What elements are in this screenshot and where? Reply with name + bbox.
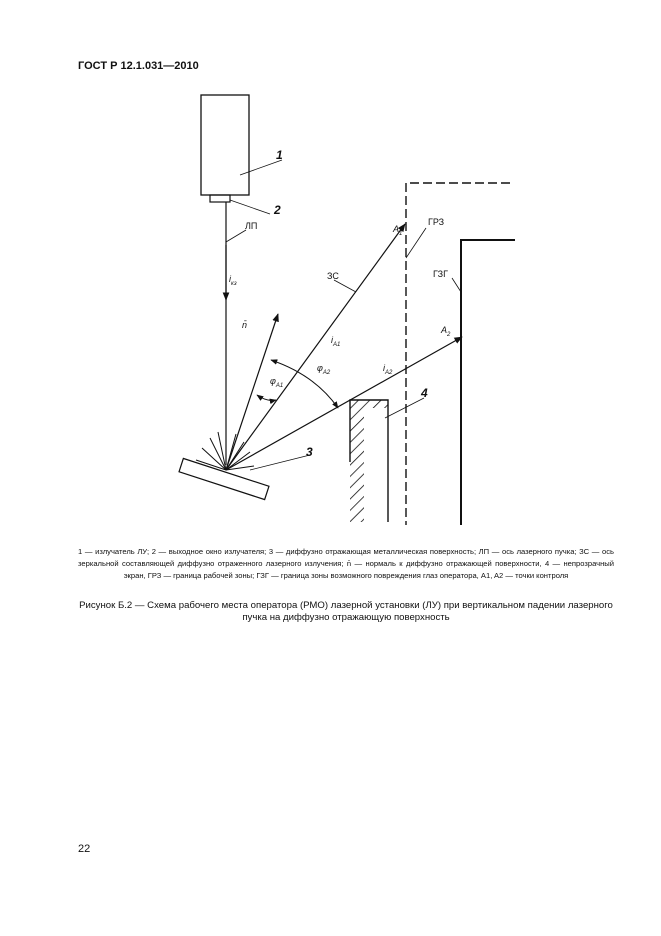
document-header: ГОСТ Р 12.1.031—2010 xyxy=(78,60,199,72)
diffuse-surface xyxy=(179,458,269,499)
output-window xyxy=(210,195,230,202)
label-a1: $A_1$ xyxy=(393,224,403,237)
label-phi-a1: $\varphi_{A1}$ xyxy=(270,376,284,389)
eye-damage-boundary xyxy=(461,240,515,525)
page-number: 22 xyxy=(78,843,91,855)
label-zs: ЗС xyxy=(327,271,339,281)
laser-emitter xyxy=(201,95,249,195)
label-i-a2: $i_{A2}$ xyxy=(383,363,393,376)
figure-legend: 1 — излучатель ЛУ; 2 — выходное окно излучателя; 3 — диффузно отражающая металлическая поверхность; ЛП — ось лазерного пучка; ЗС — ось зеркальной составляющей диффузно отраженного лазерного излучения; n̄ — нормаль к диффузно отражающей поверхности, 4 — непрозрачный экран, ГРЗ — граница рабочей зоны; ГЗГ — граница зоны возможного повреждения глаз оператора, A1, A2 — точки контроля xyxy=(78,547,614,580)
label-i-a1: $i_{A1}$ xyxy=(331,335,341,348)
label-3: 3 xyxy=(306,445,313,459)
label-2: 2 xyxy=(274,203,281,217)
label-lp: ЛП xyxy=(245,221,258,231)
normal-vector xyxy=(226,314,278,470)
label-gzg: ГЗГ xyxy=(433,269,448,279)
figure-caption: Рисунок Б.2 — Схема рабочего места оператора (РМО) лазерной установки (ЛУ) при вертикальном падении лазерного пучка на диффузно отражающую поверхность xyxy=(79,600,613,623)
label-grz: ГРЗ xyxy=(428,217,445,227)
label-phi-a2: $\varphi_{A2}$ xyxy=(317,363,331,376)
label-4: 4 xyxy=(421,386,428,400)
ray-to-a2 xyxy=(226,337,462,470)
opaque-screen xyxy=(350,400,388,522)
label-a2: $A_2$ xyxy=(441,325,451,338)
label-1: 1 xyxy=(276,148,283,162)
label-normal: n̄ xyxy=(242,320,248,330)
label-i-ks: $i_{кз}$ xyxy=(229,274,237,287)
scatter-spikes xyxy=(196,432,254,470)
angle-arc-a1 xyxy=(257,395,276,400)
